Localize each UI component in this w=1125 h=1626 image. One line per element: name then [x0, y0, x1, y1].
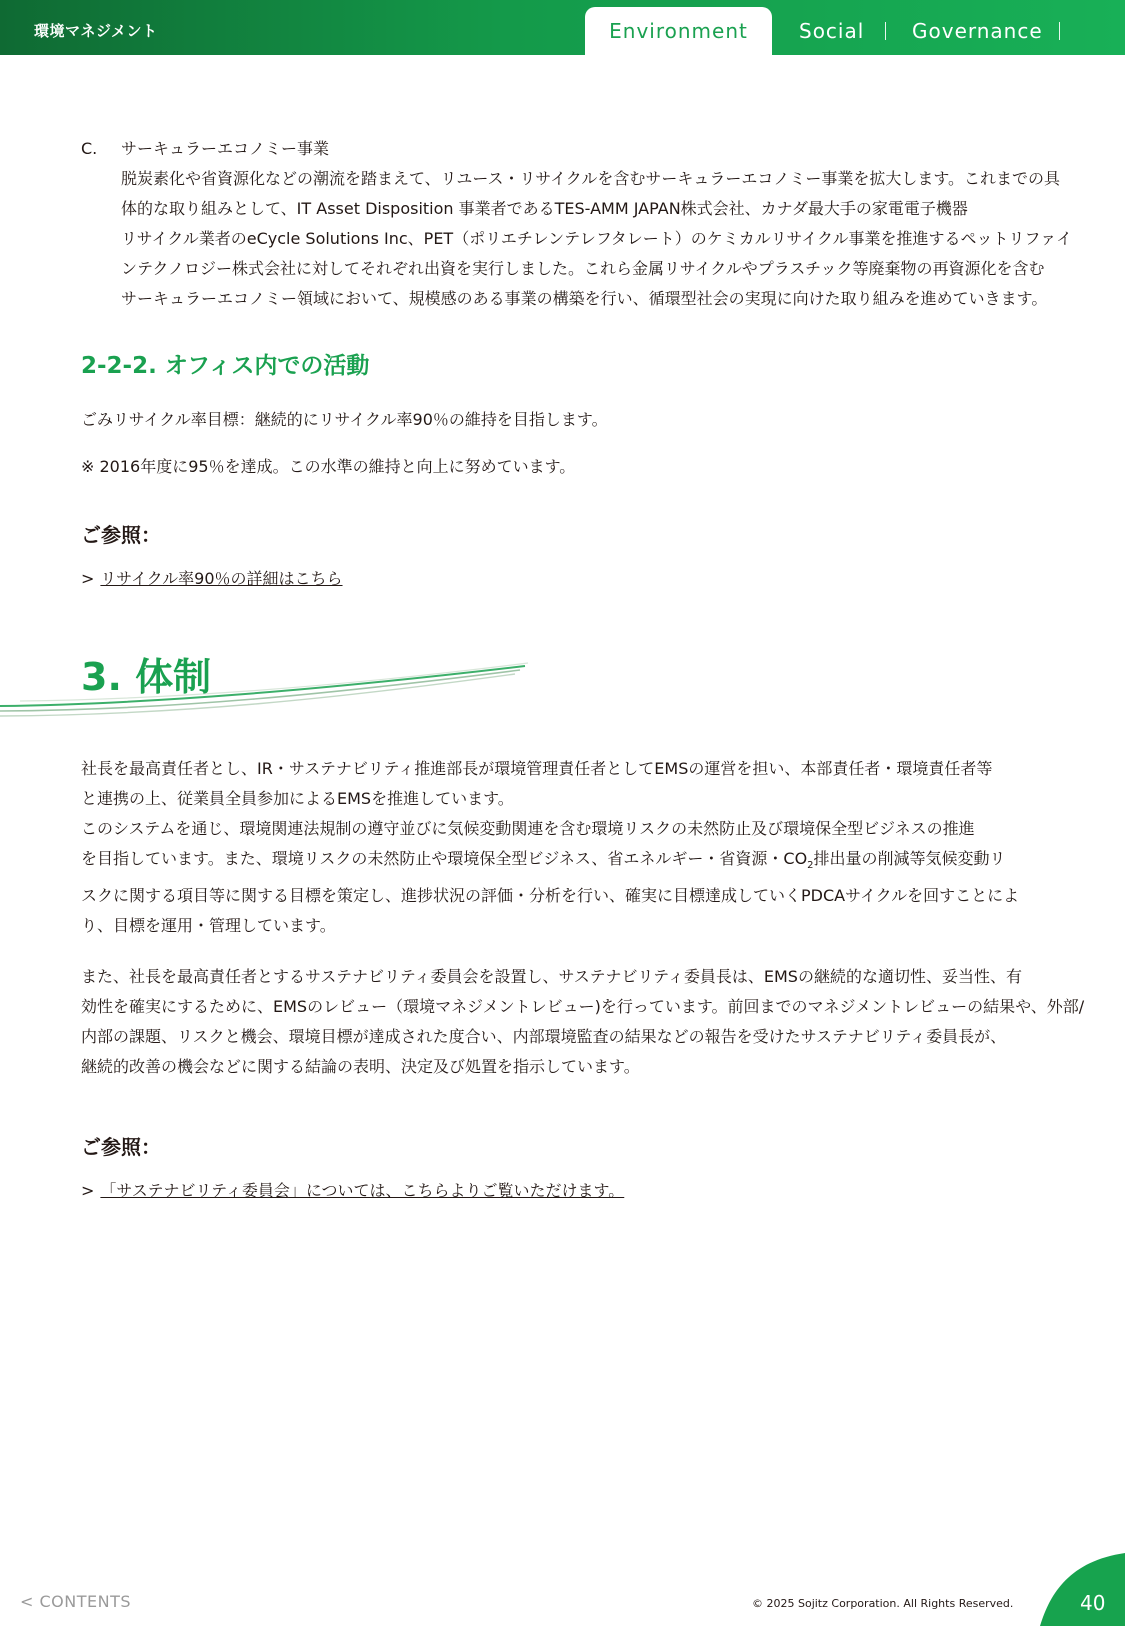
contents-link[interactable]: < CONTENTS	[20, 1592, 132, 1611]
tab-environment[interactable]: Environment	[585, 7, 772, 55]
text-line: サーキュラーエコノミー領域において、規模感のある事業の構築を行い、循環型社会の実現に向けた取り組みを進めていきます。	[121, 289, 1048, 308]
text-line: り、目標を運用・管理しています。	[81, 916, 336, 936]
recycle-note: ※ 2016年度に95％を達成。この水準の維持と向上に努めています。	[81, 457, 576, 476]
section-heading: 3. 体制	[81, 655, 212, 699]
page-number-tab	[1040, 1553, 1125, 1626]
reference-heading: ご参照：	[81, 523, 161, 547]
section-c-body	[121, 164, 1072, 314]
recycle-rate-link[interactable]: リサイクル率90％の詳細はこちら	[100, 569, 343, 588]
list-item-title: サーキュラーエコノミー事業	[121, 139, 330, 158]
decorative-swoosh	[0, 660, 530, 720]
text-line: 脱炭素化や省資源化などの潮流を踏まえて、リユース・リサイクルを含むサーキュラーエコノミー事業を拡大します。これまでの具	[121, 169, 1061, 188]
tab-divider	[885, 22, 886, 40]
section-title: 環境マネジメント	[34, 22, 158, 40]
tab-social[interactable]: Social	[799, 19, 865, 43]
reference-link-row	[81, 1178, 624, 1201]
text-line: また、社長を最高責任者とするサステナビリティ委員会を設置し、サステナビリティ委員長は、EMSの継続的な適切性、妥当性、有	[81, 967, 1022, 986]
text-line: 社長を最高責任者とし、IR・サステナビリティ推進部長が環境管理責任者としてEMSの運営を担い、本部責任者・環境責任者等	[81, 759, 993, 778]
text-line: 内部の課題、リスクと機会、環境目標が達成された度合い、内部環境監査の結果などの報告を受けたサステナビリティ委員長が、	[81, 1027, 1007, 1046]
text-span: を目指しています。また、環境リスクの未然防止や環境保全型ビジネス、省エネルギー・省資源・CO	[81, 849, 808, 868]
system-paragraph-1	[81, 754, 1019, 941]
subsection-heading: 2-2-2. オフィス内での活動	[81, 353, 370, 379]
text-line: 継続的改善の機会などに関する結論の表明、決定及び処置を指示しています。	[81, 1057, 640, 1076]
text-line: ンテクノロジー株式会社に対してそれぞれ出資を実行しました。これら金属リサイクルやプラスチック等廃棄物の再資源化を含む	[121, 259, 1045, 278]
tab-divider	[1059, 22, 1060, 40]
reference-link-row	[81, 566, 343, 589]
text-line: このシステムを通じ、環境関連法規制の遵守並びに気候変動関連を含む環境リスクの未然防止及び環境保全型ビジネスの推進	[81, 819, 975, 838]
text-line	[81, 844, 1019, 881]
list-marker: C.	[81, 139, 98, 158]
text-line: と連携の上、従業員全員参加によるEMSを推進しています。	[81, 789, 514, 808]
system-paragraph-2	[81, 962, 1084, 1082]
subscript: 2	[807, 860, 814, 872]
page-number: 40	[1080, 1591, 1106, 1615]
text-line: スクに関する項目等に関する目標を策定し、進捗状況の評価・分析を行い、確実に目標達成していくPDCAサイクルを回すことによ	[81, 886, 1020, 906]
text-span: 排出量の削減等気候変動リ	[813, 849, 1006, 868]
reference-heading: ご参照：	[81, 1135, 161, 1159]
arrow-icon: >	[81, 569, 95, 588]
text-line: リサイクル業者のeCycle Solutions Inc、PET（ポリエチレンテレフタレート）のケミカルリサイクル事業を推進するペットリファイ	[121, 229, 1073, 248]
tab-governance[interactable]: Governance	[912, 19, 1043, 43]
arrow-icon: >	[81, 1181, 95, 1200]
top-header-bar	[0, 0, 1125, 55]
sustainability-committee-link[interactable]: 「サステナビリティ委員会」については、こちらよりご覧いただけます。	[100, 1181, 625, 1200]
copyright: © 2025 Sojitz Corporation. All Rights Reserved.	[752, 1597, 1014, 1610]
recycle-target: ごみリサイクル率目標：継続的にリサイクル率90％の維持を目指します。	[81, 410, 608, 429]
text-line: 効性を確実にするために、EMSのレビュー（環境マネジメントレビュー)を行っています。前回までのマネジメントレビューの結果や、外部/	[81, 997, 1085, 1016]
text-line: 体的な取り組みとして、IT Asset Disposition 事業者であるTES-AMM JAPAN株式会社、カナダ最大手の家電電子機器	[121, 199, 968, 218]
